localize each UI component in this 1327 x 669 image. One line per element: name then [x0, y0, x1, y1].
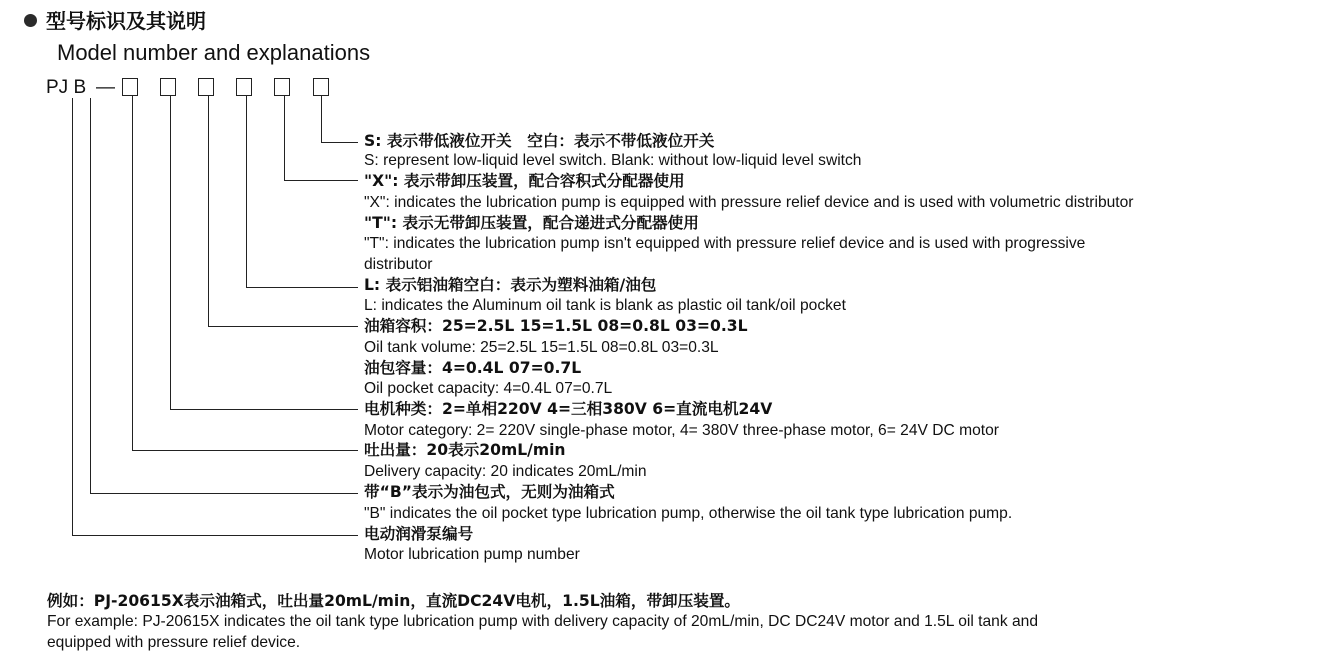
desc-switch-en: S: represent low-liquid level switch. Blank: without low-liquid level switch — [364, 152, 862, 169]
leader-line-v — [321, 96, 322, 142]
leader-line-v — [72, 98, 73, 535]
desc-x-cn: "X": 表示带卸压装置，配合容积式分配器使用 — [364, 172, 685, 190]
desc-tank-material-cn: L: 表示铝油箱空白：表示为塑料油箱/油包 — [364, 276, 657, 294]
desc-tank-volume-cn: 油箱容积：25=2.5L 15=1.5L 08=0.8L 03=0.3L — [364, 317, 748, 335]
desc-motor-cn: 电机种类：2=单相220V 4=三相380V 6=直流电机24V — [364, 400, 773, 418]
leader-line-h — [72, 535, 358, 536]
title-cn: 型号标识及其说明 — [46, 9, 206, 33]
desc-tank-volume-en: Oil tank volume: 25=2.5L 15=1.5L 08=0.8L 03=0.3L — [364, 339, 719, 356]
desc-t-en: "T": indicates the lubrication pump isn't equipped with pressure relief device and is used with progressive — [364, 235, 1086, 252]
leader-line-v — [132, 96, 133, 450]
leader-line-v — [246, 96, 247, 287]
leader-line-h — [170, 409, 358, 410]
desc-b-cn: 带“B”表示为油包式，无则为油箱式 — [364, 483, 615, 501]
bullet-dot-icon — [24, 14, 37, 27]
code-box-1 — [122, 78, 138, 96]
leader-line-h — [246, 287, 358, 288]
example-cn: 例如：PJ-20615X表示油箱式，吐出量20mL/min，直流DC24V电机，1.5L油箱，带卸压装置。 — [47, 592, 741, 610]
code-box-5 — [274, 78, 290, 96]
code-box-6 — [313, 78, 329, 96]
desc-delivery-en: Delivery capacity: 20 indicates 20mL/min — [364, 463, 647, 480]
leader-line-h — [208, 326, 358, 327]
leader-line-v — [90, 98, 91, 493]
desc-pocket-capacity-cn: 油包容量：4=0.4L 07=0.7L — [364, 359, 582, 377]
desc-delivery-cn: 吐出量：20表示20mL/min — [364, 441, 566, 459]
desc-t-en-2: distributor — [364, 256, 433, 273]
desc-number-en: Motor lubrication pump number — [364, 546, 580, 563]
desc-b-en: "B" indicates the oil pocket type lubrication pump, otherwise the oil tank type lubrication pump. — [364, 505, 1013, 522]
leader-line-v — [170, 96, 171, 409]
desc-t-cn: "T": 表示无带卸压装置，配合递进式分配器使用 — [364, 214, 699, 232]
leader-line-v — [284, 96, 285, 180]
desc-motor-en: Motor category: 2= 220V single-phase motor, 4= 380V three-phase motor, 6= 24V DC motor — [364, 422, 999, 439]
desc-number-cn: 电动润滑泵编号 — [364, 525, 474, 543]
desc-pocket-capacity-en: Oil pocket capacity: 4=0.4L 07=0.7L — [364, 380, 613, 397]
desc-x-en: "X": indicates the lubrication pump is equipped with pressure relief device and is used with volumetric distributor — [364, 194, 1134, 211]
leader-line-h — [321, 142, 358, 143]
leader-line-h — [90, 493, 358, 494]
desc-switch-cn: S: 表示带低液位开关 空白：表示不带低液位开关 — [364, 132, 715, 150]
leader-line-v — [208, 96, 209, 326]
model-prefix: PJ B — [46, 77, 87, 98]
desc-tank-material-en: L: indicates the Aluminum oil tank is blank as plastic oil tank/oil pocket — [364, 297, 846, 314]
leader-line-h — [132, 450, 358, 451]
example-en: For example: PJ-20615X indicates the oil tank type lubrication pump with delivery capacity of 20mL/min, DC DC24V motor and 1.5L oil tank and — [47, 613, 1038, 630]
example-en-2: equipped with pressure relief device. — [47, 634, 301, 651]
code-box-3 — [198, 78, 214, 96]
code-box-2 — [160, 78, 176, 96]
model-dash: — — [96, 77, 115, 98]
title-en: Model number and explanations — [57, 40, 371, 65]
code-box-4 — [236, 78, 252, 96]
leader-line-h — [284, 180, 358, 181]
